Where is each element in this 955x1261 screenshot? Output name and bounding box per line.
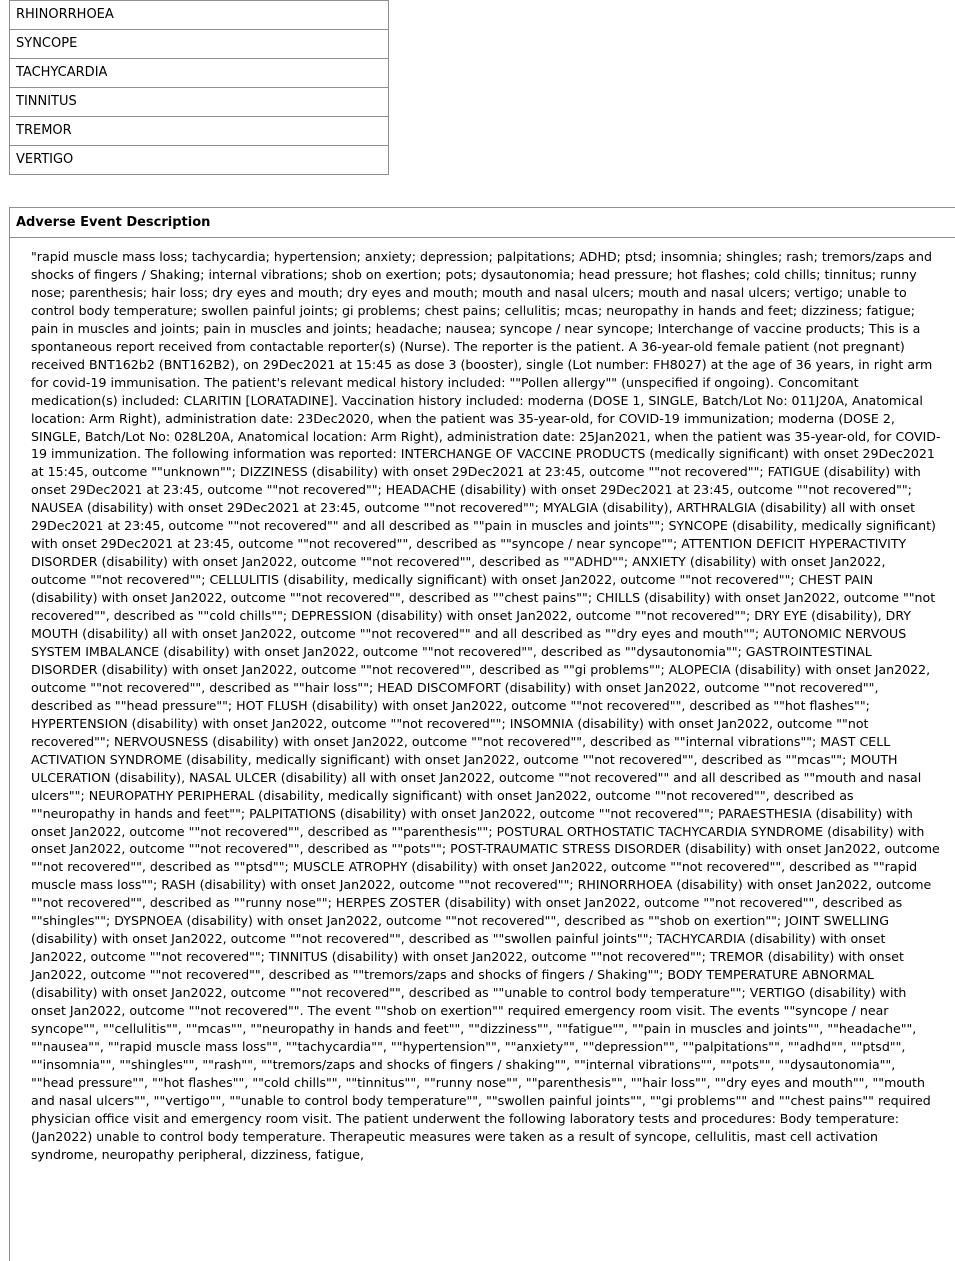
symptom-cell: TINNITUS [10, 88, 389, 117]
symptom-list-table [9, 0, 389, 175]
symptom-cell: TREMOR [10, 117, 389, 146]
table-row [10, 30, 389, 59]
table-row [10, 117, 389, 146]
symptom-cell: TACHYCARDIA [10, 59, 389, 88]
table-row [10, 88, 389, 117]
symptom-cell: VERTIGO [10, 146, 389, 175]
table-row [10, 59, 389, 88]
symptom-cell: RHINORRHOEA [10, 1, 389, 30]
table-row [10, 146, 389, 175]
symptom-cell: SYNCOPE [10, 30, 389, 59]
adverse-event-panel [9, 207, 955, 1261]
table-row [10, 1, 389, 30]
adverse-event-heading: Adverse Event Description [10, 208, 955, 238]
adverse-event-description: "rapid muscle mass loss; tachycardia; hypertension; anxiety; depression; palpitations; ADHD; ptsd; insomnia; shingles; rash; tremors/zaps and shocks of fingers / Shaking; internal vibrations; shob on exertion; pots; dysautonomia; head pressure; hot flashes; cold chills; tinnitus; runny nose; parenthesis; hair loss; dry eyes and mouth; dry eyes and mouth; mouth and nasal ulcers; mouth and nasal ulcers; vertigo; unable to control body temperature; swollen painful joints; gi problems; chest pains; cellulitis; mcas; neuropathy in hands and feet; dizziness; fatigue; pain in muscles and joints; pain in muscles and joints; headache; nausea; syncope / near syncope; Interchange of vaccine products; This is a spontaneous report received from contactable reporter(s) (Nurse). The reporter is the patient. A 36-year-old female patient (not pregnant) received BNT162b2 (BNT162B2), on 29Dec2021 at 15:45 as dose 3 (booster), single (Lot number: FH8027) at the age of 36 years, in right arm for covid-19 immunisation. The patient's relevant medical history included: ""Pollen allergy"" (unspecified if ongoing). Concomitant medication(s) included: CLARITIN [LORATADINE]. Vaccination history included: moderna (DOSE 1, SINGLE, Batch/Lot No: 011J20A, Anatomical location: Arm Right), administration date: 23Dec2020, when the patient was 35-year-old, for COVID-19 immunization; moderna (DOSE 2, SINGLE, Batch/Lot No: 028L20A, Anatomical location: Arm Right), administration date: 25Jan2021, when the patient was 35-year-old, for COVID-19 immunization. The following information was reported: INTERCHANGE OF VACCINE PRODUCTS (medically significant) with onset 29Dec2021 at 15:45, outcome ""unknown""; DIZZINESS (disability) with onset 29Dec2021 at 23:45, outcome ""not recovered""; FATIGUE (disability) with onset 29Dec2021 at 23:45, outcome ""not recovered""; HEADACHE (disability) with onset 29Dec2021 at 23:45, outcome ""not recovered""; NAUSEA (disability) with onset 29Dec2021 at 23:45, outcome ""not recovered""; MYALGIA (disability), ARTHRALGIA (disability) all with onset 29Dec2021 at 23:45, outcome ""not recovered"" and all described as ""pain in muscles and joints""; SYNCOPE (disability, medically significant) with onset 29Dec2021 at 23:45, outcome ""not recovered"", described as ""syncope / near syncope""; ATTENTION DEFICIT HYPERACTIVITY DISORDER (disability) with onset Jan2022, outcome ""not recovered"", described as ""ADHD""; ANXIETY (disability) with onset Jan2022, outcome ""not recovered""; CELLULITIS (disability, medically significant) with onset Jan2022, outcome ""not recovered""; CHEST PAIN (disability) with onset Jan2022, outcome ""not recovered"", described as ""chest pains""; CHILLS (disability) with onset Jan2022, outcome ""not recovered"", described as ""cold chills""; DEPRESSION (disability) with onset Jan2022, outcome ""not recovered""; DRY EYE (disability), DRY MOUTH (disability) all with onset Jan2022, outcome ""not recovered"" and all described as ""dry eyes and mouth""; AUTONOMIC NERVOUS SYSTEM IMBALANCE (disability) with onset Jan2022, outcome ""not recovered"", described as ""dysautonomia""; GASTROINTESTINAL DISORDER (disability) with onset Jan2022, outcome ""not recovered"", described as ""gi problems""; ALOPECIA (disability) with onset Jan2022, outcome ""not recovered"", described as ""hair loss""; HEAD DISCOMFORT (disability) with onset Jan2022, outcome ""not recovered"", described as ""head pressure""; HOT FLUSH (disability) with onset Jan2022, outcome ""not recovered"", described as ""hot flashes""; HYPERTENSION (disability) with onset Jan2022, outcome ""not recovered""; INSOMNIA (disability) with onset Jan2022, outcome ""not recovered""; NERVOUSNESS (disability) with onset Jan2022, outcome ""not recovered"", described as ""internal vibrations""; MAST CELL ACTIVATION SYNDROME (disability, medically significant) with onset Jan2022, outcome ""not recovered"", described as ""mcas""; MOUTH ULCERATION (disability), NASAL ULCER (disability) all with onset Jan2022, outcome ""not recovered"" and all described as ""mouth and nasal ulcers""; NEUROPATHY PERIPHERAL (disability, medically significant) with onset Jan2022, outcome ""not recovered"", described as ""neuropathy in hands and feet""; PALPITATIONS (disability) with onset Jan2022, outcome ""not recovered""; PARAESTHESIA (disability) with onset Jan2022, outcome ""not recovered"", described as ""parenthesis""; POSTURAL ORTHOSTATIC TACHYCARDIA SYNDROME (disability) with onset Jan2022, outcome ""not recovered"", described as ""pots""; POST-TRAUMATIC STRESS DISORDER (disability) with onset Jan2022, outcome ""not recovered"", described as ""ptsd""; MUSCLE ATROPHY (disability) with onset Jan2022, outcome ""not recovered"", described as ""rapid muscle mass loss""; RASH (disability) with onset Jan2022, outcome ""not recovered""; RHINORRHOEA (disability) with onset Jan2022, outcome ""not recovered"", described as ""runny nose""; HERPES ZOSTER (disability) with onset Jan2022, outcome ""not recovered"", described as ""shingles""; DYSPNOEA (disability) with onset Jan2022, outcome ""not recovered"", described as ""shob on exertion""; JOINT SWELLING (disability) with onset Jan2022, outcome ""not recovered"", described as ""swollen painful joints""; TACHYCARDIA (disability) with onset Jan2022, outcome ""not recovered""; TINNITUS (disability) with onset Jan2022, outcome ""not recovered""; TREMOR (disability) with onset Jan2022, outcome ""not recovered"", described as ""tremors/zaps and shocks of fingers / Shaking""; BODY TEMPERATURE ABNORMAL (disability) with onset Jan2022, outcome ""not recovered"", described as ""unable to control body temperature""; VERTIGO (disability) with onset Jan2022, outcome ""not recovered"". The event ""shob on exertion"" required emergency room visit. The events ""syncope / near syncope"", ""cellulitis"", ""mcas"", ""neuropathy in hands and feet"", ""dizziness"", ""fatigue"", ""pain in muscles and joints"", ""headache"", ""nausea"", ""rapid muscle mass loss"", ""tachycardia"", ""hypertension"", ""anxiety"", ""depression"", ""palpitations"", ""adhd"", ""ptsd"", ""insomnia"", ""shingles"", ""rash"", ""tremors/zaps and shocks of fingers / shaking"", ""internal vibrations"", ""pots"", ""dysautonomia"", ""head pressure"", ""hot flashes"", ""cold chills"", ""tinnitus"", ""runny nose"", ""parenthesis"", ""hair loss"", ""dry eyes and mouth"", ""mouth and nasal ulcers"", ""vertigo"", ""unable to control body temperature"", ""swollen painful joints"", ""gi problems"" and ""chest pains"" required physician office visit and emergency room visit. The patient underwent the following laboratory tests and procedures: Body temperature: (Jan2022) unable to control body temperature. Therapeutic measures were taken as a result of syncope, cellulitis, mast cell activation syndrome, neuropathy peripheral, dizziness, fatigue, [31, 249, 941, 1162]
